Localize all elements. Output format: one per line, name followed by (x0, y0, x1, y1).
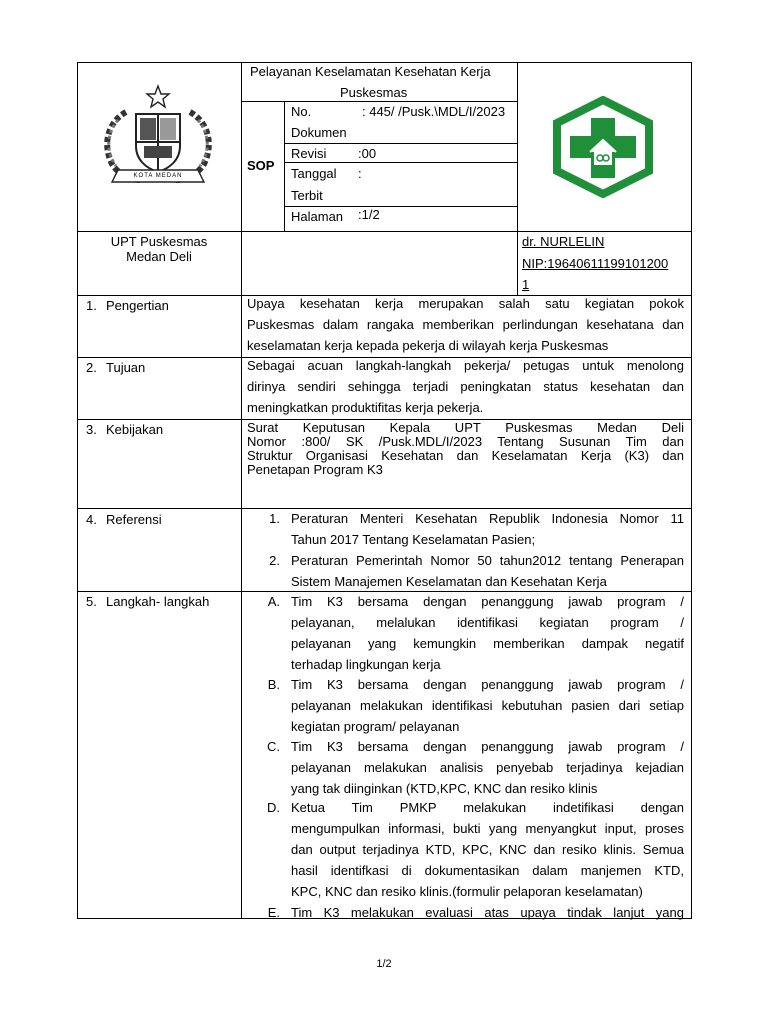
text-line: kegiatan program/ pelayanan (291, 719, 460, 734)
list-marker: 1. (269, 511, 280, 526)
section-label-langkah: Langkah- langkah (106, 594, 210, 609)
text-line: Ketua Tim PMKP melakukan indetifikasi dengan (291, 800, 684, 815)
text-line: Upaya kesehatan kerja merupakan salah satu kegiatan pokok (247, 296, 684, 311)
sop-label: SOP (247, 158, 275, 173)
text-line: Peraturan Pemerintah Nomor 50 tahun2012 tentang Penerapan (291, 553, 684, 568)
document-title: Pelayanan Keselamatan Kesehatan Kerja (250, 64, 491, 79)
kebijakan-text (247, 421, 684, 477)
list-marker: C. (267, 739, 280, 754)
text-line: pelayanan melakukan analisis penyebab terjadinya kejadian (291, 760, 684, 775)
text-line: pelayanan yang kemungkin memberikan dampak negatif (291, 636, 684, 651)
text-line: Sebagai acuan langkah-langkah pekerja/ petugas untuk menolong (247, 358, 684, 373)
list-item (291, 550, 684, 592)
halaman-label: Halaman (291, 209, 344, 224)
section-label-referensi: Referensi (106, 512, 162, 527)
puskesmas-logo (550, 96, 656, 198)
unit-name-line1: UPT Puskesmas (110, 234, 208, 249)
tanggal-value: : (358, 166, 362, 181)
text-line: Peraturan Menteri Kesehatan Republik Indonesia Nomor 11 (291, 511, 684, 526)
list-marker: D. (267, 800, 280, 815)
text-line: Surat Keputusan Kepala UPT Puskesmas Medan Deli (247, 420, 684, 435)
text-line: terhadap lingkungan kerja (291, 657, 441, 672)
section-number: 2. (86, 360, 97, 375)
text-line: dirinya sendiri sehingga terjadi peningkatan status kesehatan dan (247, 379, 684, 394)
unit-name-line2: Medan Deli (126, 249, 192, 264)
section-number: 1. (86, 298, 97, 313)
text-line: KPC, KNC dan resiko klinis.(formulir pelaporan keselamatan) (291, 884, 643, 899)
text-line: hasil identifkasi di dokumentasikan dalam manjemen KTD, (291, 863, 684, 878)
list-marker: 2. (269, 553, 280, 568)
list-marker: B. (267, 677, 280, 692)
pengertian-text (247, 293, 684, 356)
text-line: Penetapan Program K3 (247, 462, 383, 477)
text-line: Puskesmas dalam rangaka memberikan perlindungan kesehatana dan (247, 317, 684, 332)
text-line: pelayanan, melalukan identifikasi kegiatan program / (291, 615, 684, 630)
text-line: Tim K3 melakukan evaluasi atas upaya tindak lanjut yang (291, 905, 684, 920)
no-value: : 445/ /Pusk.\MDL/I/2023 (362, 104, 506, 119)
city-emblem (96, 82, 220, 192)
emblem-ribbon-text: KOTA MEDAN (133, 173, 183, 179)
text-line: dan output terjadinya KTD, KPC, KNC dan resiko klinis. Semua (291, 842, 684, 857)
list-item (291, 797, 684, 902)
no-label: No. (291, 104, 312, 119)
terbit-label: Terbit (291, 188, 323, 203)
list-item (291, 591, 684, 675)
text-line: keselamatan kerja kepada pekerja di wilayah kerja Puskesmas (247, 338, 609, 353)
halaman-value: :1/2 (358, 207, 380, 222)
list-item (291, 902, 684, 923)
text-line: meningkatkan produktifitas kerja pekerja. (247, 400, 484, 415)
text-line: mengumpulkan informasi, bukti yang menyangkut input, proses (291, 821, 684, 836)
document-title-line2: Puskesmas (340, 85, 408, 100)
text-line: Tim K3 bersama dengan penanggung jawab program / (291, 594, 684, 609)
text-line: Sistem Manajemen Keselamatan dan Kesehatan Kerja (291, 574, 607, 589)
revisi-label: Revisi (291, 146, 327, 161)
list-item (291, 674, 684, 737)
tanggal-label: Tanggal (291, 166, 337, 181)
page-number: 1/2 (376, 958, 392, 970)
signer-nip: NIP:19640611199101200 (522, 256, 669, 271)
text-line: Nomor :800/ SK /Pusk.MDL/I/2023 Tentang Susunan Tim dan (247, 434, 684, 449)
section-number: 5. (86, 594, 97, 609)
section-label-pengertian: Pengertian (106, 298, 169, 313)
section-number: 4. (86, 512, 97, 527)
tujuan-text (247, 355, 684, 418)
text-line: Tim K3 bersama dengan penanggung jawab program / (291, 739, 684, 754)
list-item (291, 508, 684, 550)
dokumen-label: Dokumen (291, 125, 347, 140)
revisi-value: :00 (358, 146, 377, 161)
section-label-tujuan: Tujuan (106, 360, 146, 375)
text-line: yang tak diinginkan (KTD,KPC, KNC dan resiko klinis (291, 781, 598, 796)
text-line: Struktur Organisasi Kesehatan dan Keselamatan Kerja (K3) dan (247, 448, 684, 463)
signer-nip-tail: 1 (522, 277, 530, 292)
text-line: Tim K3 bersama dengan penanggung jawab program / (291, 677, 684, 692)
signer-name: dr. NURLELIN (522, 234, 605, 249)
list-item (291, 736, 684, 799)
text-line: pelayanan melakukan identifikasi kebutuhan pasien dari setiap (291, 698, 684, 713)
list-marker: A. (267, 594, 280, 609)
section-number: 3. (86, 422, 97, 437)
list-marker: E. (267, 905, 280, 920)
text-line: Tahun 2017 Tentang Keselamatan Pasien; (291, 532, 536, 547)
section-label-kebijakan: Kebijakan (106, 422, 164, 437)
